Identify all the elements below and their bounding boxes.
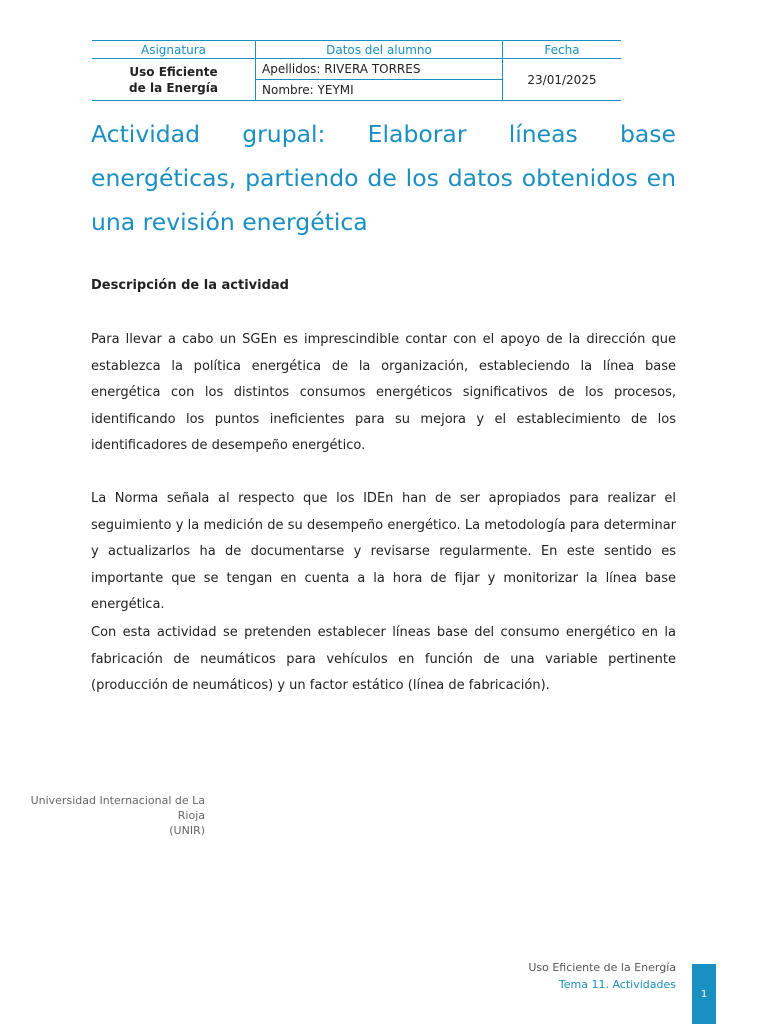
section-heading: Descripción de la actividad (91, 278, 289, 293)
subject-cell (92, 59, 256, 101)
paragraph-3: Con esta actividad se pretenden establecer líneas base del consumo energético en la fabricación de neumáticos para vehículos en función de una variable pertinente (producción de neumáticos) y un factor estático (línea de fabricación). (91, 625, 676, 693)
name-cell: Nombre: YEYMI (256, 80, 503, 101)
university-line-2: (UNIR) (169, 824, 205, 837)
header-table (92, 40, 621, 101)
surname-cell: Apellidos: RIVERA TORRES (256, 59, 503, 80)
page-number-badge (692, 964, 716, 1024)
university-line-1: Universidad Internacional de La Rioja (30, 794, 205, 822)
date-cell: 23/01/2025 (503, 59, 622, 101)
subject-line-2: de la Energía (129, 80, 218, 95)
page-title: Actividad grupal: Elaborar líneas base energéticas, partiendo de los datos obtenidos en una revisión energética (91, 120, 676, 236)
header-col-student: Datos del alumno (256, 41, 503, 59)
footer-topic: Tema 11. Actividades (558, 978, 676, 991)
page-number: 1 (700, 988, 708, 1000)
header-col-date: Fecha (503, 41, 622, 59)
university-name (0, 793, 205, 838)
paragraph-1: Para llevar a cabo un SGEn es imprescindible contar con el apoyo de la dirección que establezca la política energética de la organización, estableciendo la línea base energética con los distintos consumos energéticos significativos de los procesos, identificando los puntos ineficientes para su mejora y el establecimiento de los identificadores de desempeño energético. (91, 332, 676, 453)
paragraph-2: La Norma señala al respecto que los IDEn han de ser apropiados para realizar el seguimiento y la medición de su desempeño energético. La metodología para determinar y actualizarlos ha de documentarse y revisarse regularmente. En este sentido es importante que se tengan en cuenta a la hora de fijar y monitorizar la línea base energética. (91, 491, 676, 612)
footer-subject: Uso Eficiente de la Energía (528, 961, 676, 974)
subject-line-1: Uso Eficiente (129, 64, 218, 79)
header-col-subject: Asignatura (92, 41, 256, 59)
